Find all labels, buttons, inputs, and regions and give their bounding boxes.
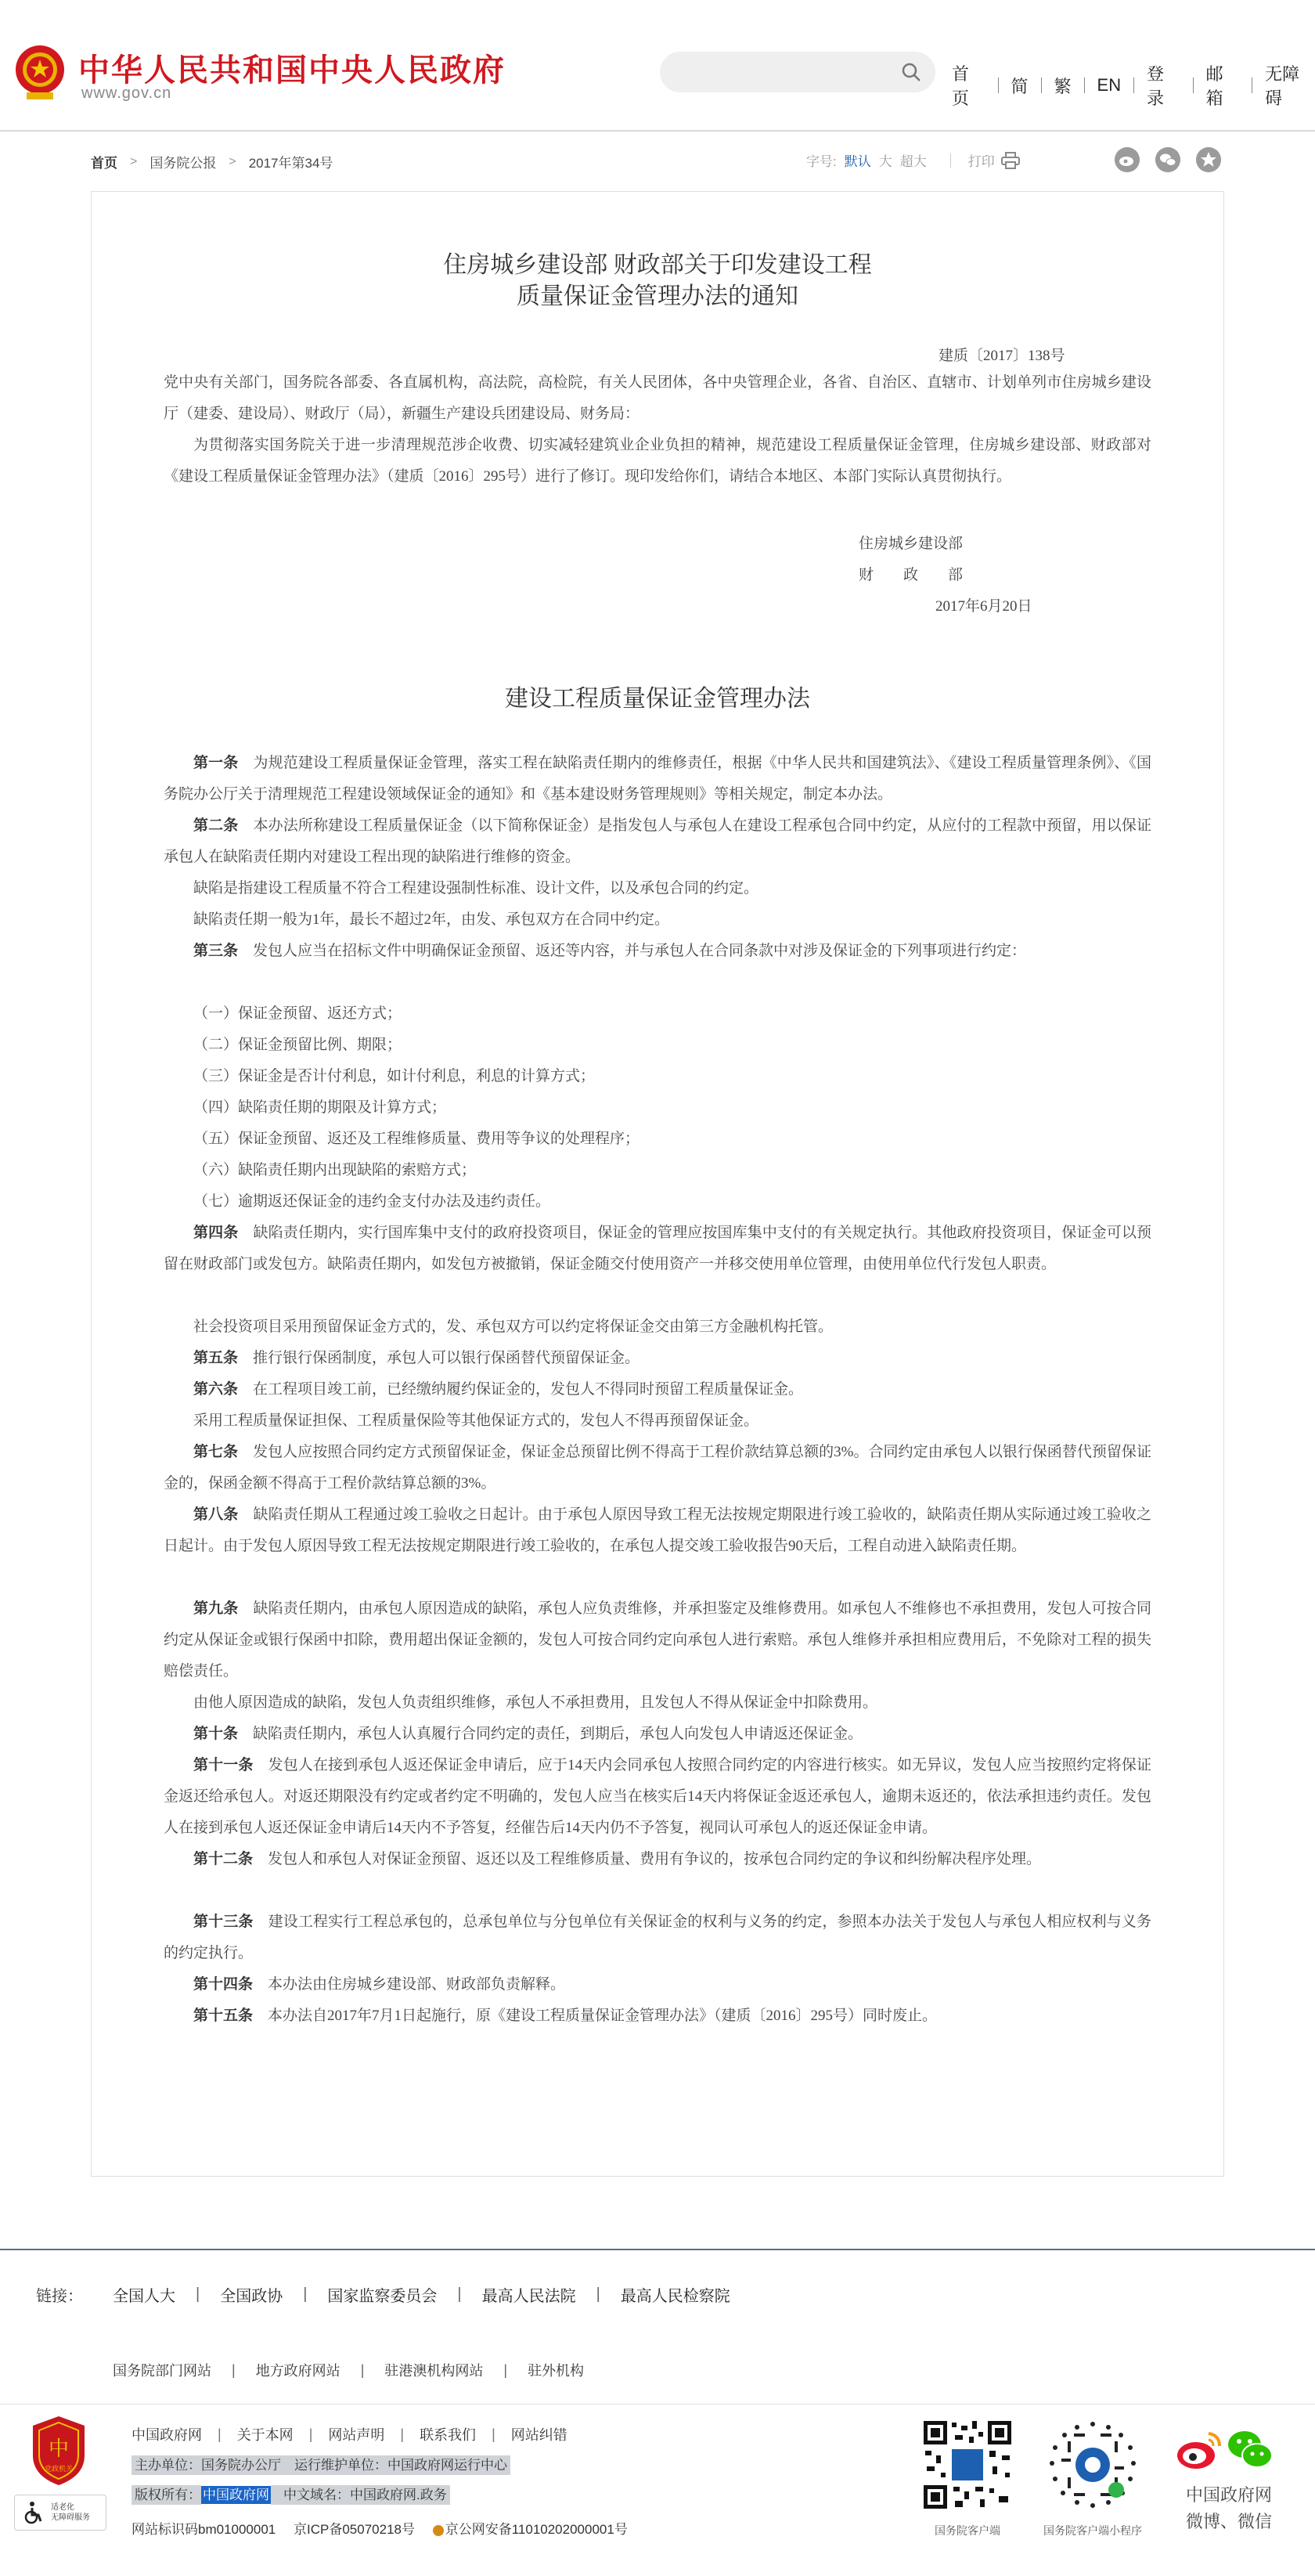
clause-subparagraph xyxy=(164,1124,1151,1155)
clause-label: 第十条 xyxy=(193,1726,239,1742)
clause-paragraph xyxy=(164,1593,1151,1687)
link-divider: | xyxy=(196,2286,200,2303)
font-size-xlarge[interactable]: 超大 xyxy=(899,154,927,169)
clause-label: 第十四条 xyxy=(193,1976,254,1993)
clause-paragraph xyxy=(164,1343,1151,1374)
footer-nav xyxy=(132,2424,567,2444)
clause-label: 第四条 xyxy=(193,1225,239,1241)
nav-login[interactable]: 登录 xyxy=(1147,64,1165,108)
article-container xyxy=(91,191,1224,2177)
font-size-default[interactable]: 默认 xyxy=(844,154,871,169)
clause-text: 缺陷责任期内，承包人认真履行合同约定的责任，到期后，承包人向发包人申请返还保证金。 xyxy=(253,1726,863,1742)
social-caption-line1: 中国政府网 xyxy=(1185,2485,1272,2505)
intro-paragraph: 为贯彻落实国务院关于进一步清理规范涉企收费、切实减轻建筑业企业负担的精神，规范建设工程质量保证金管理，住房城乡建设部、财政部对《建设工程质量保证金管理办法》（建质〔2016〕295号）进行了修订。现印发给你们，请结合本地区、本部门实际认真贯彻执行。 xyxy=(164,437,1151,485)
clause-text: 本办法所称建设工程质量保证金（以下简称保证金）是指发包人与承包人在建设工程承包合同中约定，从应付的工程款中预留，用以保证承包人在缺陷责任期内对建设工程出现的缺陷进行维修的资金。 xyxy=(164,817,1151,865)
clause-text: （六）缺陷责任期内出现缺陷的索赔方式； xyxy=(193,1162,477,1178)
font-size-label: 字号: xyxy=(806,154,837,169)
search-icon[interactable] xyxy=(901,62,921,82)
clause-text: 缺陷是指建设工程质量不符合工程建设强制性标准、设计文件，以及承包合同的约定。 xyxy=(193,880,759,897)
article-tools xyxy=(806,150,1020,170)
link-divider: | xyxy=(360,2361,365,2378)
copyright-info xyxy=(132,2484,450,2503)
issuer-finance: 财 政 部 xyxy=(859,567,964,583)
link-supervision[interactable]: 国家监察委员会 xyxy=(327,2288,438,2305)
clause-label: 第二条 xyxy=(193,817,239,834)
police-number[interactable]: 京公网安备11010202000001号 xyxy=(445,2522,628,2537)
clause-paragraph xyxy=(164,1437,1151,1499)
clause-paragraph xyxy=(164,1374,1151,1405)
print-button[interactable]: 打印 xyxy=(967,154,995,169)
clause-paragraph xyxy=(164,1907,1151,1969)
footer-link-contact[interactable]: 联系我们 xyxy=(420,2427,477,2443)
site-title[interactable]: 中华人民共和国中央人民政府 xyxy=(78,52,506,88)
footer-divider-bar: | xyxy=(400,2426,405,2442)
accessibility-service-button[interactable] xyxy=(14,2495,106,2531)
party-gov-badge-icon[interactable] xyxy=(30,2415,88,2487)
nav-home[interactable]: 首页 xyxy=(952,64,970,108)
qr-caption-app: 国务院客户端 xyxy=(935,2524,1000,2537)
host-line: 主办单位：国务院办公厅 运行维护单位：中国政府网运行中心 xyxy=(132,2455,510,2475)
wechat-icon[interactable] xyxy=(1226,2427,1274,2473)
clause-text: 为规范建设工程质量保证金管理，落实工程在缺陷责任期内的维修责任，根据《中华人民共和国建筑法》、《建设工程质量管理条例》、《国务院办公厅关于清理规范工程建设领域保证金的通知》和《基本建设财务管理规则》等相关规定，制定本办法。 xyxy=(164,755,1151,803)
clause-subparagraph xyxy=(164,998,1151,1030)
clause-text: （三）保证金是否计付利息，如计付利息，利息的计算方式； xyxy=(193,1068,596,1084)
nav-mail[interactable]: 邮箱 xyxy=(1205,64,1223,108)
clause-text: （四）缺陷责任期的期限及计算方式； xyxy=(193,1099,447,1116)
link-divider: | xyxy=(596,2286,600,2303)
clause-label: 第五条 xyxy=(193,1350,239,1366)
links-row-primary xyxy=(113,2283,730,2306)
clause-subparagraph xyxy=(164,873,1151,904)
clause-text: 在工程项目竣工前，已经缴纳履约保证金的，发包人不得同时预留工程质量保证金。 xyxy=(253,1381,804,1398)
footer-link-gov[interactable]: 中国政府网 xyxy=(132,2427,202,2443)
site-url: www.gov.cn xyxy=(81,85,172,102)
clause-subparagraph xyxy=(164,1030,1151,1061)
svg-text:中: 中 xyxy=(48,2437,70,2461)
clause-paragraph xyxy=(164,1218,1151,1280)
clause-subparagraph xyxy=(164,1061,1151,1092)
wechat-share-icon[interactable] xyxy=(1155,147,1180,172)
related-links-bar xyxy=(0,2249,1315,2349)
breadcrumb-home[interactable]: 首页 xyxy=(91,156,117,171)
clause-paragraph xyxy=(164,1844,1151,1875)
clause-subparagraph xyxy=(164,1186,1151,1218)
nav-accessibility[interactable]: 无障碍 xyxy=(1265,64,1300,108)
clause-label: 第九条 xyxy=(193,1600,239,1617)
qr-code-app-icon xyxy=(920,2418,1014,2512)
clause-text: 建设工程实行工程总承包的，总承包单位与分包单位有关保证金的权利与义务的约定，参照本办法关于发包人与承包人相应权利与义务的约定执行。 xyxy=(164,1914,1151,1961)
clause-label: 第六条 xyxy=(193,1381,239,1398)
clause-subparagraph xyxy=(164,1092,1151,1124)
accessibility-line2: 无障碍服务 xyxy=(51,2513,90,2522)
clause-text: 缺陷责任期内，实行国库集中支付的政府投资项目，保证金的管理应按国库集中支付的有关规定执行。其他政府投资项目，保证金可以预留在财政部门或发包方。缺陷责任期内，如发包方被撤销，保证金随交付使用资产一并移交使用单位管理，由使用单位代行发包人职责。 xyxy=(164,1225,1151,1272)
clause-text: 发包人应按照合同约定方式预留保证金，保证金总预留比例不得高于工程价款结算总额的3%。合同约定由承包人以银行保函替代预留保证金的，保函金额不得高于工程价款结算总额的3%。 xyxy=(164,1444,1151,1492)
accessibility-text xyxy=(51,2502,90,2523)
clause-text: 本办法自2017年7月1日起施行，原《建设工程质量保证金管理办法》（建质〔2016〕295号）同时废止。 xyxy=(268,2008,938,2024)
tools-divider xyxy=(950,153,951,168)
link-cppcc[interactable]: 全国政协 xyxy=(220,2288,283,2305)
link-npc[interactable]: 全国人大 xyxy=(113,2288,175,2305)
copyright-owner[interactable]: 中国政府网 xyxy=(203,2488,269,2502)
clause-subparagraph xyxy=(164,1311,1151,1343)
link-divider: | xyxy=(457,2286,462,2303)
national-emblem-icon[interactable] xyxy=(14,44,66,102)
document-number: 建质〔2017〕138号 xyxy=(939,348,1065,364)
clause-text: （二）保证金预留比例、期限； xyxy=(193,1037,402,1053)
link-ministries[interactable]: 国务院部门网站 xyxy=(113,2363,211,2379)
clause-text: 缺陷责任期一般为1年，最长不超过2年，由发、承包双方在合同中约定。 xyxy=(193,911,670,928)
footer-link-report[interactable]: 网站纠错 xyxy=(510,2427,567,2443)
social-caption xyxy=(1174,2482,1284,2535)
links-label: 链接： xyxy=(36,2288,83,2305)
link-divider: | xyxy=(303,2286,308,2303)
site-id: 网站标识码bm01000001 xyxy=(132,2522,276,2537)
link-divider: | xyxy=(232,2361,236,2378)
nav-simplified[interactable]: 简 xyxy=(1011,76,1029,96)
rules-title: 建设工程质量保证金管理办法 xyxy=(505,686,810,712)
issuer-housing: 住房城乡建设部 xyxy=(859,536,964,552)
social-caption-line2: 微博、微信 xyxy=(1185,2512,1272,2531)
clause-text: 发包人在接到承包人返还保证金申请后，应于14天内会同承包人按照合同约定的内容进行核实。如无异议，发包人应当按照约定将保证金返还给承包人。对返还期限没有约定或者约定不明确的，发包人应当在核实后14天内将保证金返还承包人，逾期未返还的，依法承担违约责任。发包人在接到承包人返还保证金申请后14天内不予答复，经催告后14天内仍不予答复，视同认可承包人的返还保证金申请。 xyxy=(164,1757,1151,1836)
registration-info xyxy=(132,2518,628,2538)
footer-divider xyxy=(0,2404,1315,2405)
clause-paragraph xyxy=(164,1499,1151,1562)
clause-text: 发包人和承包人对保证金预留、返还以及工程维修质量、费用有争议的，按承包合同约定的争议和纠纷解决程序处理。 xyxy=(268,1851,1042,1867)
weibo-share-icon[interactable] xyxy=(1115,147,1140,172)
link-local-gov[interactable]: 地方政府网站 xyxy=(255,2363,340,2379)
clause-paragraph xyxy=(164,748,1151,810)
clause-paragraph xyxy=(164,936,1151,967)
clause-paragraph xyxy=(164,810,1151,873)
clause-text: 采用工程质量保证担保、工程质量保险等其他保证方式的，发包人不得再预留保证金。 xyxy=(193,1412,759,1429)
clause-text: 社会投资项目采用预留保证金方式的，发、承包双方可以约定将保证金交由第三方金融机构托管。 xyxy=(193,1319,834,1335)
host-info xyxy=(132,2454,510,2473)
clause-text: （七）逾期返还保证金的违约金支付办法及违约责任。 xyxy=(193,1193,551,1210)
clause-label: 第十五条 xyxy=(193,2008,254,2024)
clause-label: 第七条 xyxy=(193,1444,239,1460)
clause-text: 由他人原因造成的缺陷，发包人负责组织维修，承包人不承担费用，且发包人不得从保证金中扣除费用。 xyxy=(193,1694,878,1711)
wheelchair-icon xyxy=(21,2500,46,2525)
search-input[interactable] xyxy=(660,52,935,92)
font-size-large[interactable]: 大 xyxy=(878,154,892,169)
clause-text: 推行银行保函制度，承包人可以银行保函替代预留保证金。 xyxy=(253,1350,640,1366)
icp-number[interactable]: 京ICP备05070218号 xyxy=(294,2522,415,2537)
links-row-secondary xyxy=(113,2360,584,2380)
copyright-prefix: 版权所有： xyxy=(132,2485,201,2505)
qr-caption-miniprogram: 国务院客户端小程序 xyxy=(1043,2524,1142,2537)
footer-link-about[interactable]: 关于本网 xyxy=(236,2427,294,2443)
qr-code-miniprogram-icon xyxy=(1046,2418,1140,2512)
chevron-right-icon: > xyxy=(130,154,138,168)
top-nav xyxy=(939,61,1315,110)
chevron-right-icon: > xyxy=(229,154,236,168)
breadcrumb-gazette[interactable]: 国务院公报 xyxy=(150,156,217,171)
clause-label: 第八条 xyxy=(193,1506,239,1523)
footer-link-statement[interactable]: 网站声明 xyxy=(328,2427,385,2443)
clause-text: 本办法由住房城乡建设部、财政部负责解释。 xyxy=(268,1976,566,1993)
notice-title-line2: 质量保证金管理办法的通知 xyxy=(517,283,798,309)
addressee-paragraph: 党中央有关部门，国务院各部委、各直属机构，高法院，高检院，有关人民团体，各中央管理企业，各省、自治区、直辖市、计划单列市住房城乡建设厅（建委、建设局）、财政厅（局），新疆生产建设兵团建设局、财务局： xyxy=(164,374,1151,422)
link-court[interactable]: 最高人民法院 xyxy=(481,2288,576,2305)
footer-divider-bar: | xyxy=(308,2426,313,2442)
link-hk-macao[interactable]: 驻港澳机构网站 xyxy=(384,2363,484,2379)
domain-line: 中文域名：中国政府网.政务 xyxy=(271,2485,450,2505)
weibo-icon[interactable] xyxy=(1174,2429,1223,2471)
clause-label: 第十二条 xyxy=(193,1851,254,1867)
site-header xyxy=(0,0,1315,132)
clause-paragraph xyxy=(164,2001,1151,2032)
clause-text: 缺陷责任期内，由承包人原因造成的缺陷，承包人应负责维修，并承担鉴定及维修费用。如承包人不维修也不承担费用，发包人可按合同约定从保证金或银行保函中扣除，费用超出保证金额的，发包人可按合同约定向承包人进行索赔。承包人维修并承担相应费用后，不免除对工程的损失赔偿责任。 xyxy=(164,1600,1151,1679)
badge-text: 党政机关 xyxy=(44,2466,74,2473)
breadcrumb-issue[interactable]: 2017年第34号 xyxy=(248,156,333,171)
clause-paragraph xyxy=(164,1969,1151,2001)
clause-text: 缺陷责任期从工程通过竣工验收之日起计。由于承包人原因导致工程无法按规定期限进行竣工验收的，缺陷责任期从实际通过竣工验收之日起计。由于发包人原因导致工程无法按规定期限进行竣工验收的，在承包人提交竣工验收报告90天后，工程自动进入缺陷责任期。 xyxy=(164,1506,1151,1554)
breadcrumb xyxy=(91,152,333,171)
clause-text: （一）保证金预留、返还方式； xyxy=(193,1005,402,1022)
footer-divider-bar: | xyxy=(492,2426,495,2442)
clause-label: 第十三条 xyxy=(193,1914,254,1930)
clause-subparagraph xyxy=(164,1155,1151,1186)
link-overseas[interactable]: 驻外机构 xyxy=(528,2363,585,2379)
notice-title-line1: 住房城乡建设部 财政部关于印发建设工程 xyxy=(443,252,872,278)
print-icon[interactable] xyxy=(1001,152,1020,169)
clause-label: 第一条 xyxy=(193,755,239,771)
clause-subparagraph xyxy=(164,1687,1151,1719)
footer-divider-bar: | xyxy=(218,2426,222,2442)
clause-text: 发包人应当在招标文件中明确保证金预留、返还等内容，并与承包人在合同条款中对涉及保证金的下列事项进行约定： xyxy=(253,943,1027,959)
link-divider: | xyxy=(503,2361,508,2378)
clause-subparagraph xyxy=(164,1405,1151,1437)
clause-label: 第十一条 xyxy=(193,1757,254,1773)
police-badge-icon xyxy=(433,2525,444,2536)
clause-label: 第三条 xyxy=(193,943,239,959)
favorite-star-icon[interactable] xyxy=(1196,147,1221,172)
issue-date: 2017年6月20日 xyxy=(935,598,1032,615)
clause-paragraph xyxy=(164,1719,1151,1750)
link-procuratorate[interactable]: 最高人民检察院 xyxy=(620,2288,730,2305)
clause-subparagraph xyxy=(164,904,1151,936)
accessibility-line1: 适老化 xyxy=(51,2503,74,2512)
nav-traditional[interactable]: 繁 xyxy=(1054,76,1072,96)
clause-text: （五）保证金预留、返还及工程维修质量、费用等争议的处理程序； xyxy=(193,1131,640,1147)
clause-paragraph xyxy=(164,1750,1151,1844)
nav-english[interactable]: EN xyxy=(1097,75,1122,95)
